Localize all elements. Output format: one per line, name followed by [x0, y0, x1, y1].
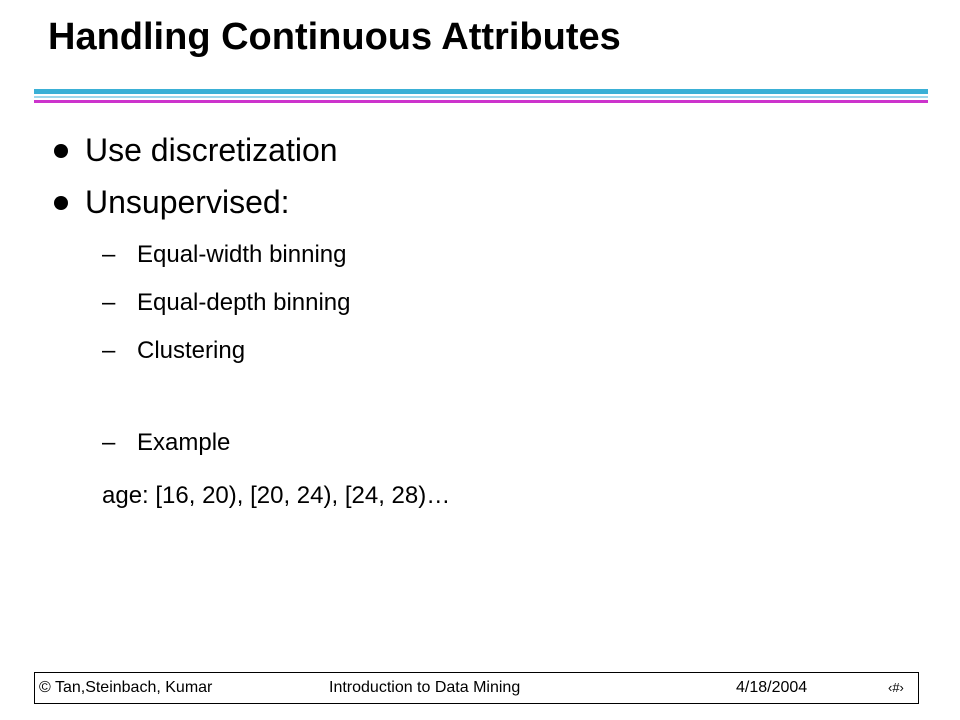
bullet-item	[54, 131, 338, 169]
dash-icon: –	[102, 241, 116, 268]
slide-title: Handling Continuous Attributes	[48, 16, 621, 58]
bullet-dot-icon	[54, 196, 68, 210]
footer-page-number: ‹#›	[888, 680, 904, 695]
footer-date: 4/18/2004	[736, 679, 808, 696]
sub-bullet-item	[102, 336, 245, 366]
sub-bullet-item	[102, 288, 351, 318]
bullet-item	[54, 183, 290, 221]
title-rule-light-blue	[34, 96, 928, 98]
example-text: age: [16, 20), [20, 24), [24, 28)…	[102, 482, 451, 509]
bullet-dot-icon	[54, 144, 68, 158]
dash-icon: –	[102, 289, 116, 316]
title-rule-blue	[34, 89, 928, 94]
sub-bullet-text: Clustering	[137, 337, 246, 364]
dash-icon: –	[102, 337, 116, 364]
sub-bullet-text: Equal-width binning	[137, 241, 347, 268]
bullet-text: Unsupervised:	[85, 184, 290, 220]
footer	[34, 672, 919, 704]
footer-course: Introduction to Data Mining	[329, 679, 521, 696]
footer-authors: © Tan,Steinbach, Kumar	[39, 679, 213, 696]
title-rule-magenta	[34, 100, 928, 103]
sub-bullet-item	[102, 428, 230, 458]
sub-bullet-item	[102, 240, 346, 270]
dash-icon: –	[102, 429, 116, 456]
sub-bullet-text: Example	[137, 429, 231, 456]
bullet-text: Use discretization	[85, 132, 338, 168]
sub-bullet-text: Equal-depth binning	[137, 289, 351, 316]
